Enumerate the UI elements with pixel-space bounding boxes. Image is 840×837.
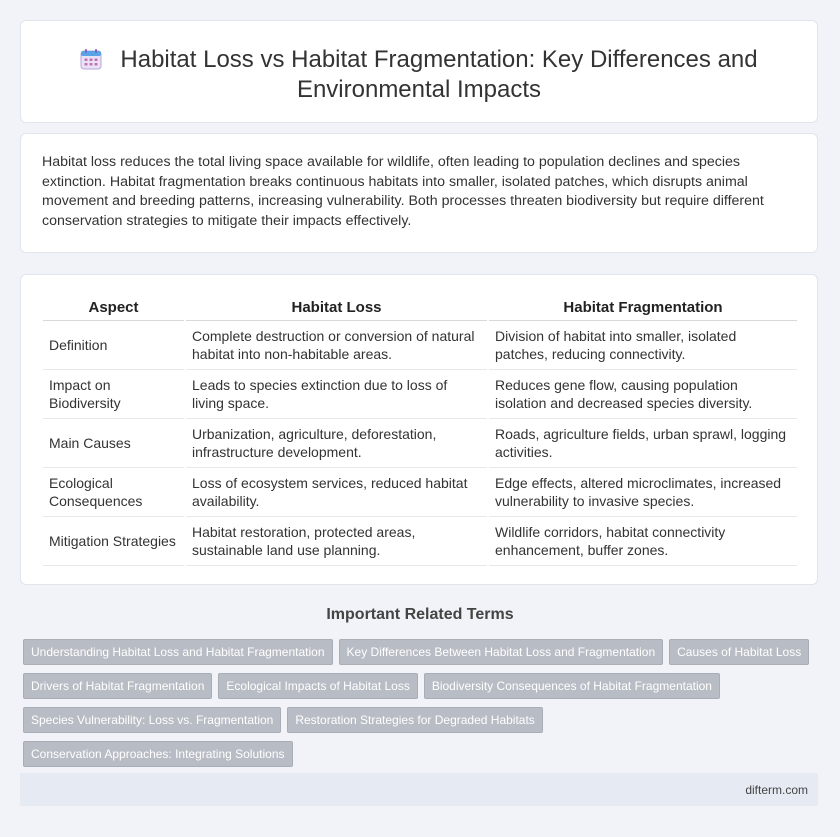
- intro-card: [20, 133, 818, 253]
- table-header-row: [43, 296, 797, 321]
- footer-bar: [20, 773, 818, 806]
- row-habitat-fragmentation: Reduces gene flow, causing population isolation and decreased species diversity.: [489, 370, 797, 419]
- page-title: [21, 45, 817, 105]
- table-row: [43, 517, 797, 566]
- row-habitat-loss: Leads to species extinction due to loss of living space.: [186, 370, 487, 419]
- table-row: [43, 370, 797, 419]
- related-term-tag[interactable]: Biodiversity Consequences of Habitat Fragmentation: [424, 673, 720, 699]
- footer-site-link[interactable]: difterm.com: [745, 783, 808, 797]
- comparison-table: [41, 296, 799, 566]
- header-habitat-loss: Habitat Loss: [186, 296, 487, 321]
- related-term-tag[interactable]: Species Vulnerability: Loss vs. Fragmentation: [23, 707, 281, 733]
- related-term-tag[interactable]: Restoration Strategies for Degraded Habitats: [287, 707, 542, 733]
- related-terms-title: Important Related Terms: [326, 606, 514, 623]
- row-habitat-fragmentation: Edge effects, altered microclimates, increased vulnerability to invasive species.: [489, 468, 797, 517]
- row-aspect: Main Causes: [43, 419, 184, 468]
- row-habitat-fragmentation: Wildlife corridors, habitat connectivity enhancement, buffer zones.: [489, 517, 797, 566]
- intro-paragraph: Habitat loss reduces the total living space available for wildlife, often leading to population declines and species extinction. Habitat fragmentation breaks continuous habitats into smaller, isolated patches, which disrupts animal movement and breeding patterns, increasing vulnerability. Both processes threaten biodiversity but require different conservation strategies to mitigate their impacts effectively.: [42, 154, 764, 229]
- header-habitat-fragmentation: Habitat Fragmentation: [489, 296, 797, 321]
- row-aspect: Ecological Consequences: [43, 468, 184, 517]
- page-title-text: Habitat Loss vs Habitat Fragmentation: Key Differences and Environmental Impacts: [120, 46, 758, 103]
- header-card: [20, 20, 818, 123]
- table-row: [43, 419, 797, 468]
- comparison-card: [20, 274, 818, 585]
- table-row: [43, 468, 797, 517]
- row-habitat-loss: Complete destruction or conversion of natural habitat into non-habitable areas.: [186, 321, 487, 370]
- row-habitat-loss: Habitat restoration, protected areas, sustainable land use planning.: [186, 517, 487, 566]
- related-term-tag[interactable]: Conservation Approaches: Integrating Solutions: [23, 741, 293, 767]
- related-term-tag[interactable]: Ecological Impacts of Habitat Loss: [218, 673, 417, 699]
- row-aspect: Impact on Biodiversity: [43, 370, 184, 419]
- header-aspect: Aspect: [43, 296, 184, 321]
- row-aspect: Mitigation Strategies: [43, 517, 184, 566]
- row-habitat-fragmentation: Division of habitat into smaller, isolated patches, reducing connectivity.: [489, 321, 797, 370]
- calendar-icon: [80, 48, 102, 70]
- related-term-tag[interactable]: Key Differences Between Habitat Loss and Fragmentation: [339, 639, 664, 665]
- related-term-tag[interactable]: Understanding Habitat Loss and Habitat Fragmentation: [23, 639, 333, 665]
- row-habitat-loss: Loss of ecosystem services, reduced habitat availability.: [186, 468, 487, 517]
- row-habitat-loss: Urbanization, agriculture, deforestation, infrastructure development.: [186, 419, 487, 468]
- related-term-tag[interactable]: Causes of Habitat Loss: [669, 639, 809, 665]
- related-term-tag[interactable]: Drivers of Habitat Fragmentation: [23, 673, 212, 699]
- table-row: [43, 321, 797, 370]
- row-aspect: Definition: [43, 321, 184, 370]
- title-row: [21, 45, 817, 105]
- row-habitat-fragmentation: Roads, agriculture fields, urban sprawl, logging activities.: [489, 419, 797, 468]
